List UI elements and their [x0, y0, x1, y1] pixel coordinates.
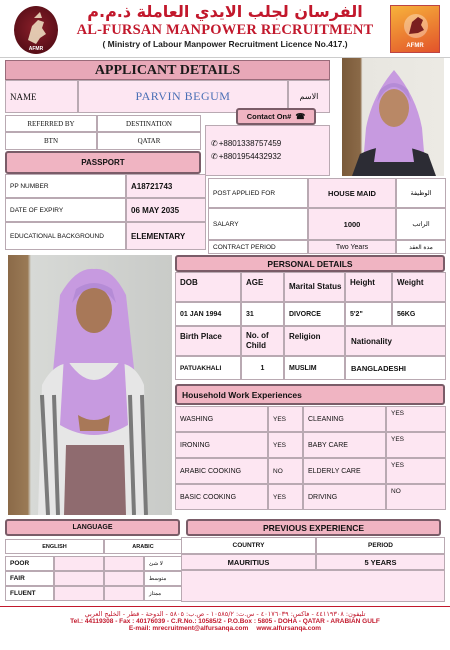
- weight-label: Weight: [392, 272, 446, 302]
- household-answer: YES: [268, 432, 303, 458]
- height-value: 5'2": [345, 302, 392, 326]
- language-level-arabic: لا شئ: [144, 556, 182, 571]
- household-task: ELDERLY CARE: [303, 458, 386, 484]
- country-label: COUNTRY: [181, 537, 316, 554]
- household-task: DRIVING: [303, 484, 386, 510]
- passport-title: PASSPORT: [5, 151, 201, 174]
- age-value: 31: [241, 302, 284, 326]
- language-english-box[interactable]: [54, 556, 104, 571]
- licence-text: ( Ministry of Labour Manpower Recruitment Licence No.417.): [102, 39, 348, 49]
- phone-icon: ☎: [295, 112, 306, 121]
- household-task: ARABIC COOKING: [175, 458, 268, 484]
- nationality-value: BANGLADESHI: [345, 356, 446, 380]
- footer-email[interactable]: E-mail: mrecruitment@alfursanqa.com: [128, 625, 249, 632]
- household-task: IRONING: [175, 432, 268, 458]
- language-english-box[interactable]: [54, 586, 104, 601]
- name-label-arabic: الاسم: [288, 80, 330, 113]
- nationality-label: Nationality: [345, 326, 446, 356]
- household-answer: NO: [386, 484, 446, 510]
- language-title: LANGUAGE: [5, 519, 180, 536]
- arabic-label: ARABIC: [104, 539, 182, 554]
- referred-by-value: BTN: [5, 132, 97, 150]
- name-label: NAME: [5, 80, 78, 113]
- contact-label: Contact On#: [246, 112, 292, 121]
- religion-label: Religion: [284, 326, 345, 356]
- pp-number-value: A18721743: [126, 174, 206, 198]
- age-label: AGE: [241, 272, 284, 302]
- expiry-label: DATE OF EXPIRY: [5, 198, 126, 222]
- language-english-box[interactable]: [54, 571, 104, 586]
- country-value: MAURITIUS: [181, 554, 316, 570]
- dob-label: DOB: [175, 272, 241, 302]
- household-answer: YES: [268, 484, 303, 510]
- religion-value: MUSLIM: [284, 356, 345, 380]
- logo-right-text: AFMR: [406, 43, 424, 49]
- language-level-arabic: متوسط: [144, 571, 182, 586]
- household-answer: YES: [386, 406, 446, 432]
- household-answer: YES: [268, 406, 303, 432]
- period-value-exp: 5 YEARS: [316, 554, 445, 570]
- logo-right: [390, 5, 440, 53]
- post-label-arabic: الوظيفة: [396, 178, 446, 208]
- phones-box: [205, 125, 330, 176]
- english-label: ENGLISH: [5, 539, 104, 554]
- post-value: HOUSE MAID: [308, 178, 396, 208]
- period-label-arabic: مدة العقد: [396, 240, 446, 254]
- applicant-photo-small: [342, 58, 444, 176]
- expiry-value: 06 MAY 2035: [126, 198, 206, 222]
- household-task: BABY CARE: [303, 432, 386, 458]
- footer-arabic: تليفون: ٤٤١١٩٣٠٨ - فاكس: ٤٠١٧٦٠٣٩ - س.ت: ١٠٥٨٥/٢ - ص.ب: ٥٨٠٥ - الدوحة - قطر - الخليج العربي: [84, 610, 366, 618]
- previous-exp-empty-rows: [181, 570, 445, 602]
- applicant-photo-large: [8, 255, 172, 515]
- logo-left-text: AFMR: [28, 46, 44, 52]
- phone-2[interactable]: ✆ +8801954432932: [211, 152, 282, 161]
- company-arabic-name: الفرسان لجلب الايدي العاملة ذ.م.م: [87, 2, 363, 21]
- footer-website[interactable]: www.alfursanqa.com: [256, 625, 322, 632]
- post-label: POST APPLIED FOR: [208, 178, 308, 208]
- footer-english: Tel.: 44119308 - Fax : 40176039 - C.R.No.: 10585/2 - P.O.Box : 5805 - DOHA - QATAR - ARABIAN GULF: [70, 618, 380, 625]
- company-name: AL-FURSAN MANPOWER RECRUITMENT: [76, 22, 374, 38]
- household-title: Household Work Experiences: [175, 384, 445, 405]
- language-level: FAIR: [5, 571, 54, 586]
- household-task: WASHING: [175, 406, 268, 432]
- household-answer: YES: [386, 432, 446, 458]
- phone-1[interactable]: ✆ +8801338757459: [211, 139, 282, 148]
- children-value: 1: [241, 356, 284, 380]
- household-answer: YES: [386, 458, 446, 484]
- referred-by-label: REFERRED BY: [5, 115, 97, 132]
- applicant-details-title: APPLICANT DETAILS: [5, 60, 330, 80]
- header: [0, 0, 450, 58]
- language-arabic-box[interactable]: [104, 586, 144, 601]
- language-level: POOR: [5, 556, 54, 571]
- previous-experience-title: PREVIOUS EXPERIENCE: [186, 519, 441, 536]
- household-task: CLEANING: [303, 406, 386, 432]
- salary-label: SALARY: [208, 208, 308, 240]
- full-figure: [8, 255, 172, 515]
- logo-left: [14, 6, 58, 54]
- birthplace-label: Birth Place: [175, 326, 241, 356]
- period-label: CONTRACT PERIOD: [208, 240, 308, 254]
- portrait-figure: [342, 58, 444, 176]
- footer: [0, 606, 450, 650]
- height-label: Height: [345, 272, 392, 302]
- salary-label-arabic: الراتب: [396, 208, 446, 240]
- education-label: EDUCATIONAL BACKGROUND: [5, 222, 126, 250]
- applicant-name: PARVIN BEGUM: [78, 80, 288, 113]
- dob-value: 01 JAN 1994: [175, 302, 241, 326]
- household-task: BASIC COOKING: [175, 484, 268, 510]
- period-col-label: PERIOD: [316, 537, 445, 554]
- language-arabic-box[interactable]: [104, 556, 144, 571]
- pp-number-label: PP NUMBER: [5, 174, 126, 198]
- destination-label: DESTINATION: [97, 115, 201, 132]
- marital-label: Marital Status: [284, 272, 345, 302]
- destination-value: QATAR: [97, 132, 201, 150]
- household-answer: NO: [268, 458, 303, 484]
- birthplace-value: PATUAKHALI: [175, 356, 241, 380]
- period-value: Two Years: [308, 240, 396, 254]
- phone-icon: ✆: [211, 139, 218, 148]
- salary-value: 1000: [308, 208, 396, 240]
- education-value: ELEMENTARY: [126, 222, 206, 250]
- language-level-arabic: ممتاز: [144, 586, 182, 601]
- language-level: FLUENT: [5, 586, 54, 601]
- weight-value: 56KG: [392, 302, 446, 326]
- phone-icon: ✆: [211, 152, 218, 161]
- contact-label-box: [236, 108, 316, 125]
- personal-details-title: PERSONAL DETAILS: [175, 255, 445, 272]
- language-arabic-box[interactable]: [104, 571, 144, 586]
- marital-value: DIVORCE: [284, 302, 345, 326]
- children-label: No. of Child: [241, 326, 284, 356]
